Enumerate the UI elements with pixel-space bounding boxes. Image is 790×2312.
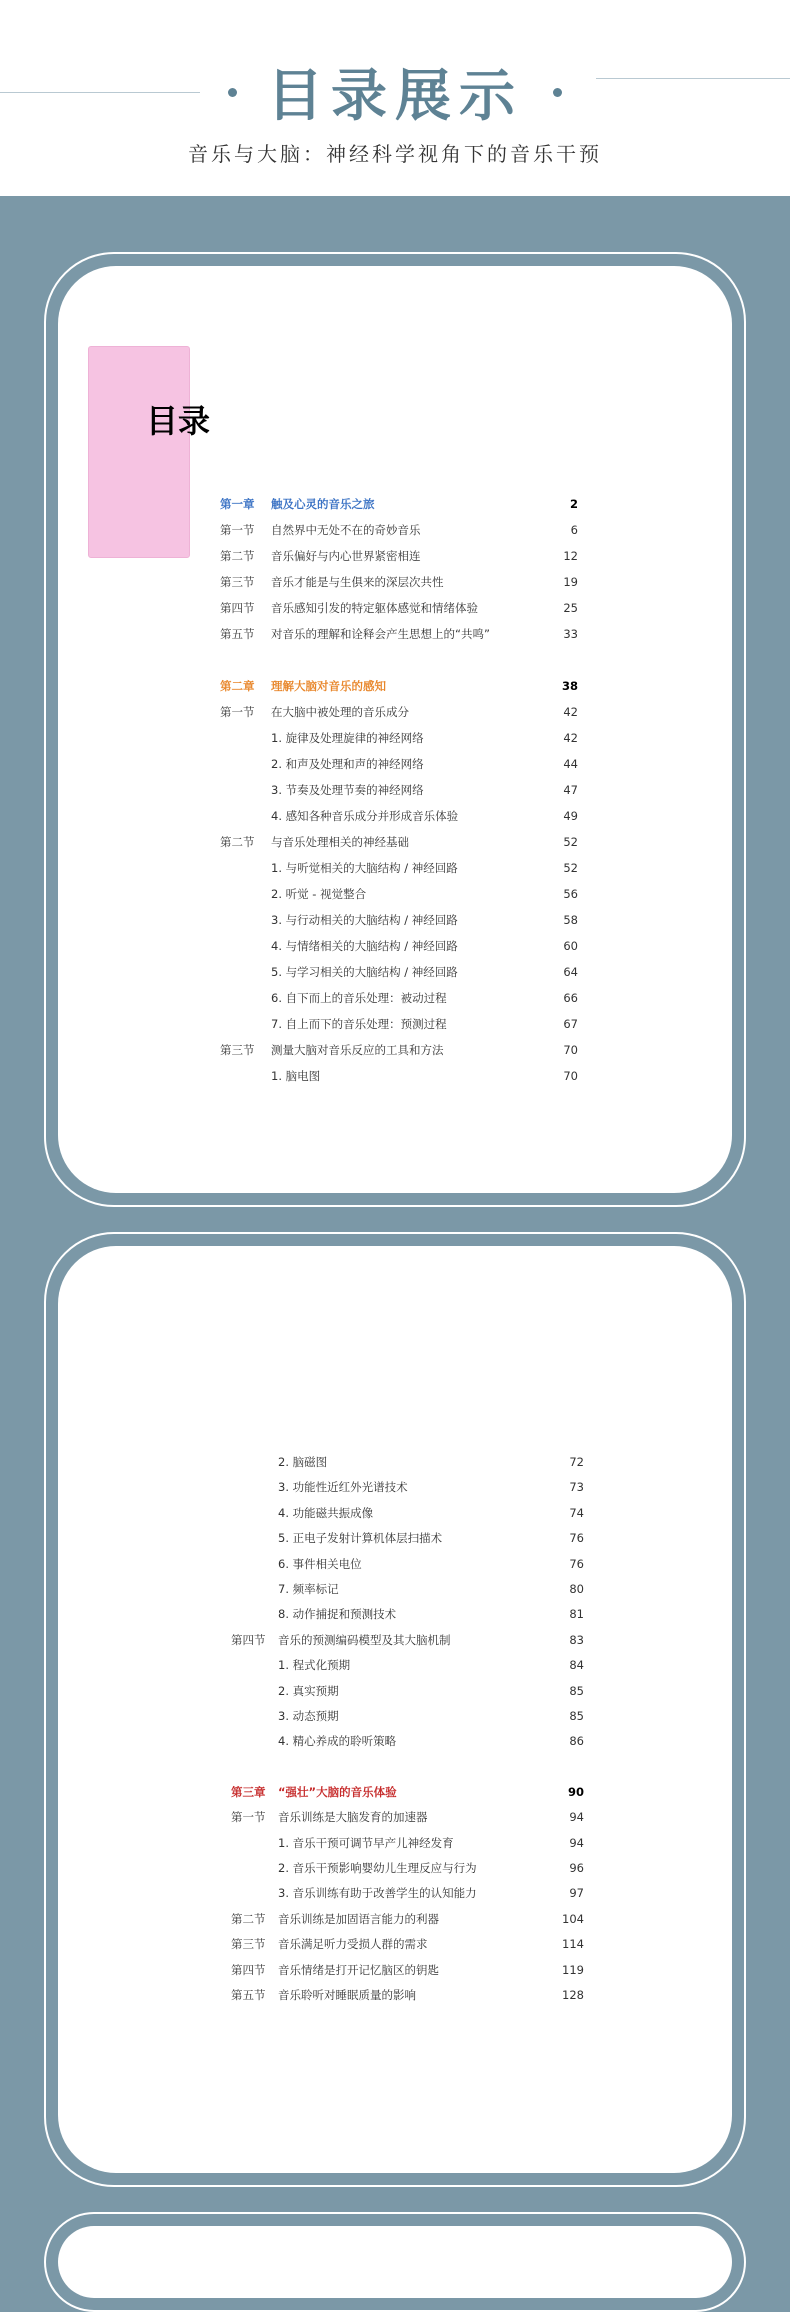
toc-entry-title: 6. 事件相关电位 <box>278 1556 362 1571</box>
toc-page-number: 83 <box>569 1632 584 1647</box>
toc-subsection-row <box>58 987 732 1009</box>
toc-chapter-row <box>58 675 732 697</box>
toc-entry-label: 第三节 <box>220 1043 255 1057</box>
toc-page-number: 56 <box>563 887 578 901</box>
toc-subsection-row <box>58 753 732 775</box>
toc-section-row <box>58 545 732 567</box>
toc-subsection-row <box>58 883 732 905</box>
toc-entry-title: 在大脑中被处理的音乐成分 <box>271 705 409 719</box>
toc-subsection-row <box>58 1502 732 1524</box>
toc-subsection-row <box>58 1476 732 1498</box>
toc-entry-label: 第四节 <box>231 1962 266 1977</box>
toc-page-number: 94 <box>569 1810 584 1825</box>
toc-page-number: 2 <box>569 497 578 511</box>
toc-entry-title: 8. 动作捕捉和预测技术 <box>278 1607 397 1622</box>
toc-entry-label: 第四节 <box>220 601 255 615</box>
toc-entry-label: 第三节 <box>220 575 255 589</box>
toc-page-number: 12 <box>563 549 578 563</box>
toc-section-row <box>58 1908 732 1930</box>
toc-entry-title: 3. 功能性近红外光谱技术 <box>278 1480 408 1495</box>
toc-entry-title: 音乐偏好与内心世界紧密相连 <box>271 549 421 563</box>
toc-subsection-row <box>58 1705 732 1727</box>
toc-entry-title: 音乐满足听力受损人群的需求 <box>278 1937 428 1952</box>
toc-page-number: 19 <box>563 575 578 589</box>
toc-entry-label: 第一章 <box>220 497 255 511</box>
toc-subsection-row <box>58 1857 732 1879</box>
toc-entry-label: 第五节 <box>231 1988 266 2002</box>
toc-entry-title: 音乐情绪是打开记忆脑区的钥匙 <box>278 1962 439 1977</box>
toc-page-number: 76 <box>569 1556 584 1571</box>
toc-page-number: 80 <box>569 1582 584 1596</box>
toc-entry-title: 自然界中无处不在的奇妙音乐 <box>271 523 421 537</box>
toc-section-row <box>58 1933 732 1955</box>
toc-page-number: 86 <box>569 1734 584 1749</box>
toc-entry-title: 音乐训练是大脑发育的加速器 <box>278 1810 428 1825</box>
toc-page-number: 72 <box>569 1455 584 1469</box>
toc-page-number: 70 <box>563 1069 578 1083</box>
toc-page-number: 96 <box>569 1861 584 1875</box>
toc-entry-title: 触及心灵的音乐之旅 <box>271 497 375 511</box>
toc-page-number: 97 <box>569 1886 584 1901</box>
toc-entry-title: 音乐聆听对睡眠质量的影响 <box>278 1988 416 2002</box>
toc-entry-label: 第二节 <box>220 549 255 563</box>
title-row <box>0 52 790 132</box>
toc-entry-title: 音乐才能是与生俱来的深层次共性 <box>271 575 444 589</box>
toc-page-number: 52 <box>563 861 578 875</box>
toc-page-number: 42 <box>563 705 578 719</box>
toc-page-number: 47 <box>563 783 578 797</box>
toc-entry-title: 2. 音乐干预影响婴幼儿生理反应与行为 <box>278 1861 477 1875</box>
toc-page-number: 104 <box>562 1911 584 1926</box>
toc-entry-label: 第三节 <box>231 1937 266 1952</box>
toc-section-row <box>58 623 732 645</box>
toc-page-1 <box>58 266 732 1193</box>
toc-page-number: 128 <box>562 1988 584 2002</box>
toc-page-number: 90 <box>567 1784 584 1799</box>
toc-section-row <box>58 831 732 853</box>
toc-subsection-row <box>58 935 732 957</box>
toc-entry-title: 2. 和声及处理和声的神经网络 <box>271 757 424 771</box>
toc-subsection-row <box>58 1553 732 1575</box>
page-title: 目录展示 <box>267 64 523 129</box>
toc-entry-title: 3. 动态预期 <box>278 1709 339 1723</box>
toc-heading: 目录 <box>146 402 211 440</box>
toc-subsection-row <box>58 857 732 879</box>
toc-page-number: 60 <box>563 939 578 953</box>
toc-subsection-row <box>58 909 732 931</box>
toc-subsection-row <box>58 1065 732 1087</box>
toc-entry-title: 3. 音乐训练有助于改善学生的认知能力 <box>278 1886 477 1901</box>
toc-page-number: 6 <box>570 523 578 537</box>
toc-section-row <box>58 1984 732 2006</box>
page-subtitle: 音乐与大脑：神经科学视角下的音乐干预 <box>188 142 602 166</box>
toc-section-row <box>58 701 732 723</box>
toc-entry-title: “强壮”大脑的音乐体验 <box>278 1784 397 1799</box>
right-dot-icon <box>553 88 562 97</box>
toc-page-number: 70 <box>563 1043 578 1057</box>
toc-page-number: 64 <box>563 965 578 979</box>
toc-page-number: 52 <box>563 835 578 849</box>
toc-entry-title: 1. 程式化预期 <box>278 1658 351 1673</box>
toc-entry-title: 2. 听觉 - 视觉整合 <box>271 887 367 901</box>
toc-subsection-row <box>58 1451 732 1473</box>
toc-subsection-row <box>58 1882 732 1904</box>
toc-page-1-frame <box>44 252 746 1207</box>
toc-page-number: 94 <box>569 1835 584 1850</box>
toc-entry-title: 与音乐处理相关的神经基础 <box>271 835 409 849</box>
toc-entry-label: 第二节 <box>220 835 255 849</box>
toc-page-number: 81 <box>569 1607 584 1622</box>
header-banner <box>0 0 790 196</box>
toc-entry-title: 音乐感知引发的特定躯体感觉和情绪体验 <box>271 601 478 615</box>
toc-entry-title: 3. 节奏及处理节奏的神经网络 <box>271 783 424 797</box>
toc-section-row <box>58 1806 732 1828</box>
toc-entry-title: 6. 自下而上的音乐处理：被动过程 <box>271 991 447 1005</box>
toc-subsection-row <box>58 1603 732 1625</box>
toc-page-3-frame <box>44 2212 746 2312</box>
toc-subsection-row <box>58 1578 732 1600</box>
toc-entry-title: 对音乐的理解和诠释会产生思想上的“共鸣” <box>271 627 490 641</box>
toc-entry-title: 1. 音乐干预可调节早产儿神经发育 <box>278 1835 454 1850</box>
toc-chapter-row <box>58 493 732 515</box>
toc-subsection-row <box>58 1832 732 1854</box>
toc-entry-label: 第一节 <box>220 523 255 537</box>
toc-entry-title: 7. 频率标记 <box>278 1582 339 1596</box>
toc-entry-title: 测量大脑对音乐反应的工具和方法 <box>271 1043 444 1057</box>
toc-entry-title: 5. 正电子发射计算机体层扫描术 <box>278 1531 443 1546</box>
toc-page-number: 119 <box>562 1962 584 1977</box>
toc-subsection-row <box>58 1013 732 1035</box>
toc-page-number: 85 <box>569 1683 584 1698</box>
toc-entry-title: 4. 感知各种音乐成分并形成音乐体验 <box>271 809 459 823</box>
toc-page-number: 44 <box>563 757 578 771</box>
toc-page-number: 38 <box>561 679 578 693</box>
toc-subsection-row <box>58 779 732 801</box>
toc-entry-title: 2. 脑磁图 <box>278 1455 328 1469</box>
toc-page-2 <box>58 1246 732 2173</box>
toc-entry-label: 第二节 <box>231 1911 266 1926</box>
toc-entry-title: 1. 脑电图 <box>271 1069 321 1083</box>
toc-entry-title: 5. 与学习相关的大脑结构 / 神经回路 <box>271 965 458 979</box>
toc-entry-label: 第三章 <box>231 1784 266 1799</box>
toc-entry-label: 第二章 <box>220 679 255 693</box>
toc-section-row <box>58 1959 732 1981</box>
toc-page-number: 85 <box>569 1709 584 1723</box>
toc-page-number: 67 <box>563 1017 578 1031</box>
toc-entry-title: 4. 精心养成的聆听策略 <box>278 1734 397 1749</box>
toc-section-row <box>58 597 732 619</box>
toc-subsection-row <box>58 1730 732 1752</box>
toc-page-number: 42 <box>563 731 578 745</box>
toc-subsection-row <box>58 727 732 749</box>
toc-page-number: 66 <box>563 991 578 1005</box>
toc-subsection-row <box>58 961 732 983</box>
toc-page-2-frame <box>44 1232 746 2187</box>
toc-page-number: 58 <box>563 913 578 927</box>
toc-entry-title: 音乐的预测编码模型及其大脑机制 <box>278 1632 451 1647</box>
toc-entry-title: 2. 真实预期 <box>278 1683 339 1698</box>
toc-section-row <box>58 571 732 593</box>
toc-subsection-row <box>58 1680 732 1702</box>
toc-page-3 <box>58 2226 732 2298</box>
toc-entry-label: 第一节 <box>231 1810 266 1825</box>
toc-entry-title: 4. 与情绪相关的大脑结构 / 神经回路 <box>271 939 458 953</box>
toc-page-number: 73 <box>569 1480 584 1495</box>
toc-entry-title: 1. 与听觉相关的大脑结构 / 神经回路 <box>271 861 458 875</box>
toc-subsection-row <box>58 1527 732 1549</box>
toc-page-number: 114 <box>562 1937 584 1952</box>
toc-section-row <box>58 1039 732 1061</box>
toc-page-number: 33 <box>563 627 578 641</box>
toc-entry-title: 理解大脑对音乐的感知 <box>271 679 386 693</box>
toc-entry-title: 4. 功能磁共振成像 <box>278 1505 374 1520</box>
toc-subsection-row <box>58 805 732 827</box>
toc-page-number: 84 <box>569 1658 584 1673</box>
toc-page-number: 49 <box>563 809 578 823</box>
toc-subsection-row <box>58 1654 732 1676</box>
toc-section-row <box>58 519 732 541</box>
toc-entry-title: 1. 旋律及处理旋律的神经网络 <box>271 731 424 745</box>
toc-page-number: 74 <box>569 1505 584 1520</box>
toc-page-number: 76 <box>569 1531 584 1546</box>
toc-entry-label: 第五节 <box>220 627 255 641</box>
toc-entry-label: 第一节 <box>220 705 255 719</box>
toc-entry-title: 7. 自上而下的音乐处理：预测过程 <box>271 1017 447 1031</box>
left-dot-icon <box>228 88 237 97</box>
toc-entry-title: 音乐训练是加固语言能力的利器 <box>278 1911 439 1926</box>
toc-page-number: 25 <box>563 601 578 615</box>
toc-entry-label: 第四节 <box>231 1632 266 1647</box>
toc-entry-title: 3. 与行动相关的大脑结构 / 神经回路 <box>271 913 458 927</box>
toc-chapter-row <box>58 1781 732 1803</box>
toc-section-row <box>58 1629 732 1651</box>
